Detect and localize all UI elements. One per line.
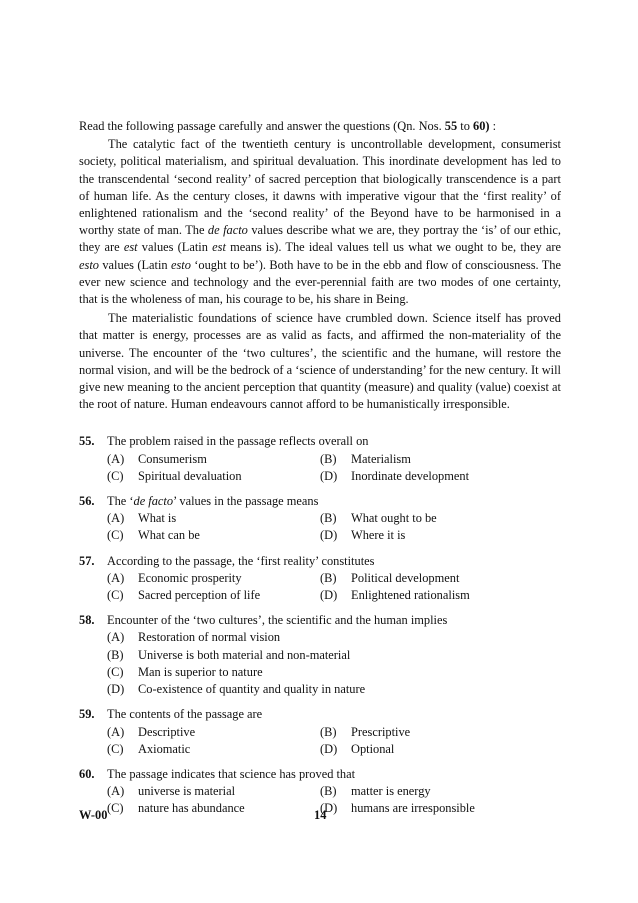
option-b: (B) Universe is both material and non-material — [107, 647, 351, 662]
question-text: Encounter of the ‘two cultures’, the scientific and the human implies — [107, 613, 448, 628]
question-range-end: 60) — [473, 119, 490, 133]
question-range-start: 55 — [444, 119, 458, 133]
option-d: (D) Enlightened rationalism — [320, 588, 470, 603]
option-c: (C) Axiomatic — [107, 741, 191, 756]
option-a: (A) Economic prosperity — [107, 570, 242, 585]
question-56 — [79, 493, 561, 545]
option-d: (D) humans are irresponsible — [320, 801, 475, 816]
question-list — [79, 433, 561, 817]
option-b: (B) matter is energy — [320, 784, 431, 799]
option-b: (B) What ought to be — [320, 511, 437, 526]
option-c: (C) Spiritual devaluation — [107, 468, 242, 483]
option-c: (C) What can be — [107, 528, 200, 543]
question-55 — [79, 433, 561, 485]
question-number: 58. — [79, 613, 95, 628]
question-57 — [79, 553, 561, 605]
option-c: (C) Sacred perception of life — [107, 588, 261, 603]
instructions: Read the following passage carefully and answer the questions (Qn. Nos. 55 to 60) : — [79, 119, 497, 133]
option-a: (A) What is — [107, 511, 177, 526]
page-number: 14 — [314, 808, 327, 822]
option-a: (A) Descriptive — [107, 724, 196, 739]
option-b: (B) Political development — [320, 570, 460, 585]
option-d: (D) Optional — [320, 741, 395, 756]
option-b: (B) Materialism — [320, 451, 411, 466]
option-c: (C) Man is superior to nature — [107, 664, 263, 679]
question-number: 56. — [79, 494, 95, 509]
question-text: The problem raised in the passage reflects overall on — [107, 434, 369, 449]
option-b: (B) Prescriptive — [320, 724, 411, 739]
question-59 — [79, 706, 561, 758]
option-d: (D) Where it is — [320, 528, 406, 543]
question-number: 60. — [79, 766, 95, 781]
page-footer — [79, 808, 561, 826]
passage-paragraph-2: The materialistic foundations of science have crumbled down. Science itself has proved that matter is energy, processes are as valid as facts, and affirmed the non-materiality of the universe. The encounter of the ‘two cultures’, the scientific and the humane, will restore the normal vision, and will be the bedrock of a ‘science of understanding’ for the new century. It will give new meaning to the ancient perception that quantity (measure) and quality (value) coexist at the root of nature. Human endeavours cannot afford to be humanistically irresponsible. — [79, 311, 561, 412]
question-number: 55. — [79, 434, 95, 449]
option-d: (D) Co-existence of quantity and quality in nature — [107, 682, 366, 697]
question-text: The passage indicates that science has proved that — [107, 766, 356, 781]
question-number: 59. — [79, 707, 95, 722]
option-a: (A) Restoration of normal vision — [107, 630, 281, 645]
paper-code: W-00 — [79, 808, 108, 822]
option-a: (A) universe is material — [107, 784, 236, 799]
option-d: (D) Inordinate development — [320, 468, 470, 483]
option-a: (A) Consumerism — [107, 451, 207, 466]
question-text: The ‘de facto’ values in the passage means — [107, 494, 319, 509]
question-number: 57. — [79, 553, 95, 568]
option-c: (C) nature has abundance — [107, 801, 245, 816]
passage-paragraph-1: The catalytic fact of the twentieth century is uncontrollable development, consumerist society, political materialism, and spiritual devaluation. This inordinate development has led to the transcendental ‘second reality’ of sacred perception that biologically transcendence is a part of human life. As the century closes, it dawns with imperative vigour that the ‘first reality’ of enlightened rationalism and the ‘second reality’ of the Beyond have to be harmonised in a worthy state of man. The de facto values describe what we are, they portray the ‘is’ of our ethic, they are est values (Latin est means is). The ideal values tell us what we ought to be, they are esto values (Latin esto ‘ought to be’). Both have to be in the ebb and flow of consciousness. The ever new science and technology and the ever-perennial faith are two modes of one certainty, that is the wholeness of man, his courage to be, his share in Being. — [79, 137, 562, 307]
question-58 — [79, 612, 561, 698]
question-text: According to the passage, the ‘first reality’ constitutes — [107, 553, 375, 568]
page-content — [79, 118, 561, 826]
question-text: The contents of the passage are — [107, 707, 263, 722]
